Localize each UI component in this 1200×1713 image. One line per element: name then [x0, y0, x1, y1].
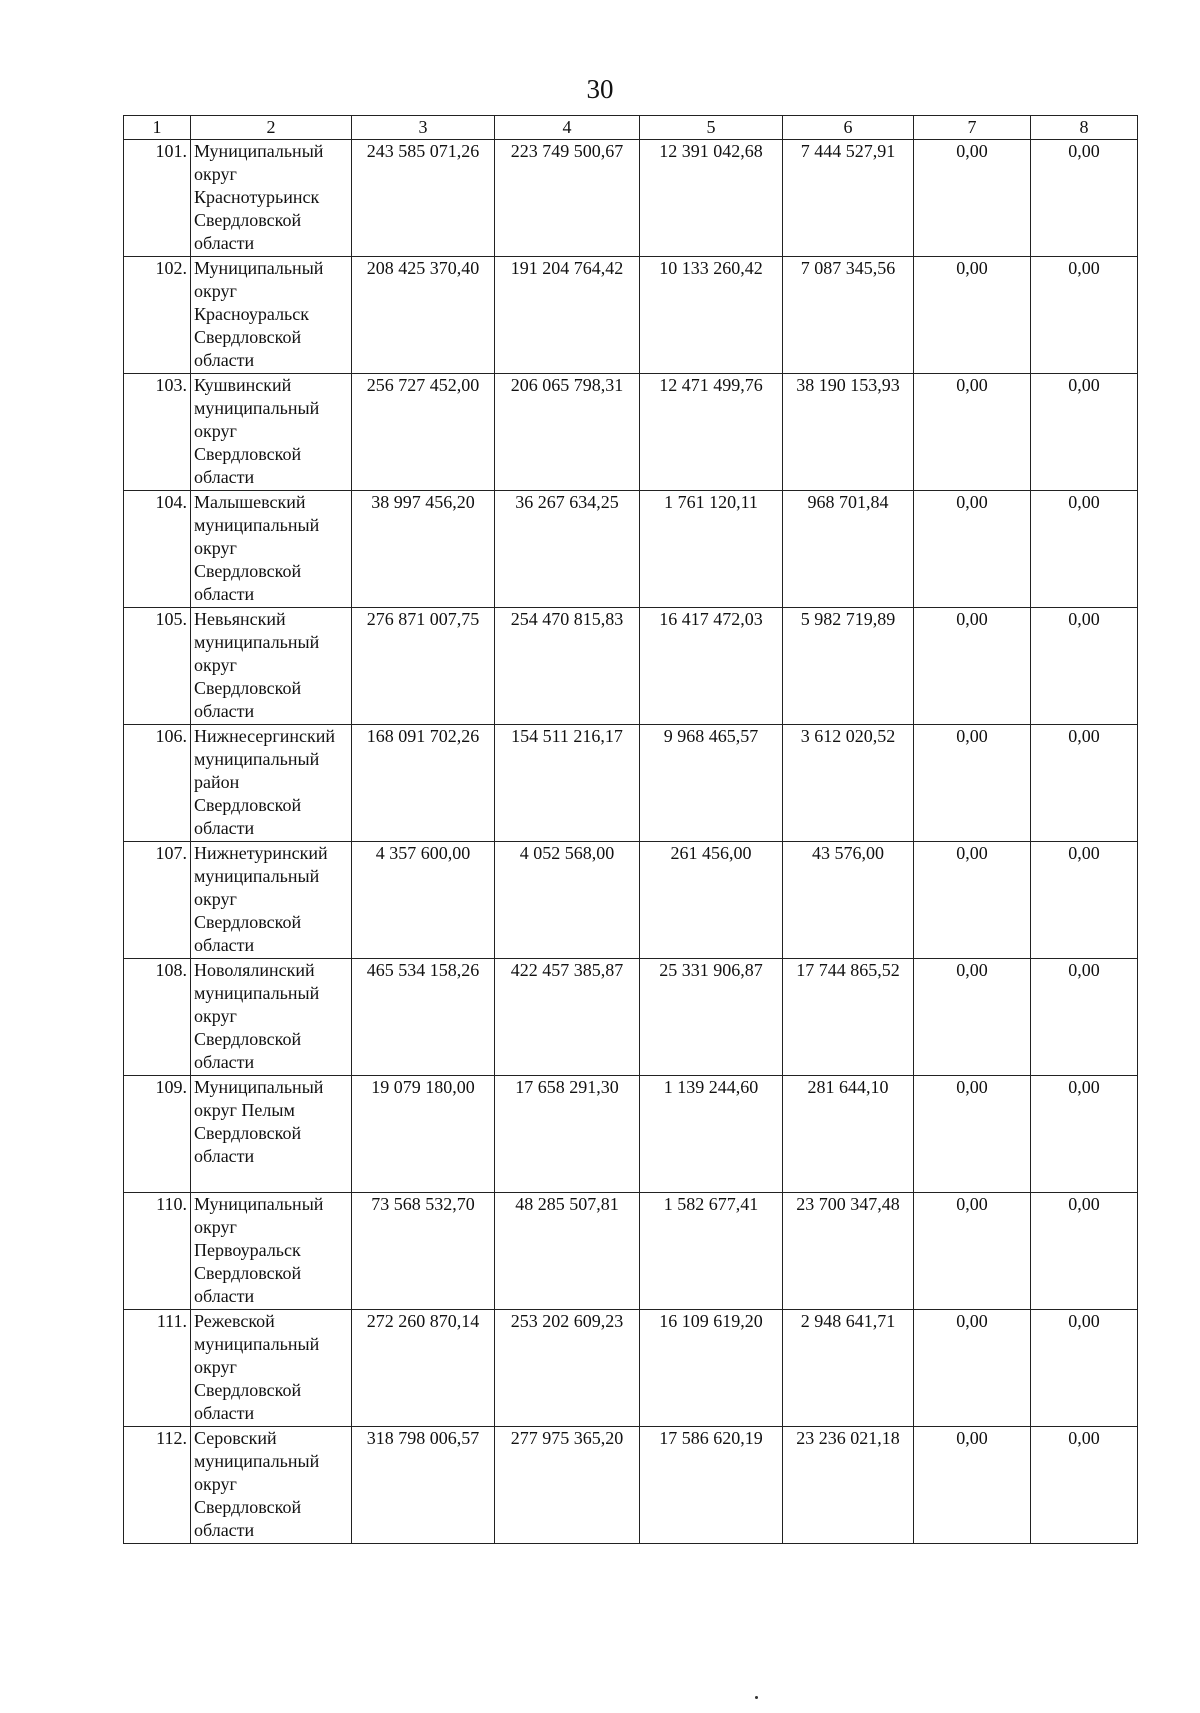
- column-6-cell: 23 700 347,48: [783, 1193, 914, 1310]
- column-8-cell: 0,00: [1031, 140, 1138, 257]
- table-row: [124, 608, 1138, 725]
- row-number-cell: 111.: [124, 1310, 191, 1427]
- row-number-cell: 106.: [124, 725, 191, 842]
- column-3-cell: 38 997 456,20: [352, 491, 495, 608]
- municipality-name-cell: Новолялинский муниципальный округ Свердловской области: [191, 959, 352, 1076]
- column-7-cell: 0,00: [914, 959, 1031, 1076]
- column-5-cell: 1 761 120,11: [640, 491, 783, 608]
- column-6-cell: 7 087 345,56: [783, 257, 914, 374]
- table-body: [124, 116, 1138, 1544]
- column-4-cell: 206 065 798,31: [495, 374, 640, 491]
- row-number-cell: 102.: [124, 257, 191, 374]
- table-row: [124, 1076, 1138, 1193]
- table-row: [124, 491, 1138, 608]
- column-3-cell: 465 534 158,26: [352, 959, 495, 1076]
- municipality-name-cell: Нижнесергинский муниципальный район Свердловской области: [191, 725, 352, 842]
- column-3-cell: 19 079 180,00: [352, 1076, 495, 1193]
- column-3-cell: 318 798 006,57: [352, 1427, 495, 1544]
- column-4-cell: 253 202 609,23: [495, 1310, 640, 1427]
- row-number-cell: 109.: [124, 1076, 191, 1193]
- municipality-name-cell: Режевской муниципальный округ Свердловской области: [191, 1310, 352, 1427]
- column-6-cell: 281 644,10: [783, 1076, 914, 1193]
- column-7-cell: 0,00: [914, 1310, 1031, 1427]
- column-4-cell: 4 052 568,00: [495, 842, 640, 959]
- column-number-header-row: [124, 116, 1138, 140]
- column-5-cell: 25 331 906,87: [640, 959, 783, 1076]
- table-row: [124, 959, 1138, 1076]
- column-3-cell: 243 585 071,26: [352, 140, 495, 257]
- row-number-cell: 107.: [124, 842, 191, 959]
- column-5-cell: 1 139 244,60: [640, 1076, 783, 1193]
- municipality-name-cell: Муниципальный округ Пелым Свердловской области: [191, 1076, 352, 1193]
- column-4-cell: 154 511 216,17: [495, 725, 640, 842]
- table-row: [124, 257, 1138, 374]
- column-5-cell: 16 109 619,20: [640, 1310, 783, 1427]
- column-6-cell: 17 744 865,52: [783, 959, 914, 1076]
- scan-speck: [755, 1696, 758, 1699]
- column-5-cell: 17 586 620,19: [640, 1427, 783, 1544]
- column-7-cell: 0,00: [914, 725, 1031, 842]
- column-3-cell: 208 425 370,40: [352, 257, 495, 374]
- column-header: 7: [914, 116, 1031, 140]
- column-3-cell: 4 357 600,00: [352, 842, 495, 959]
- row-number-cell: 101.: [124, 140, 191, 257]
- municipality-name-cell: Муниципальный округ Краснотурьинск Свердловской области: [191, 140, 352, 257]
- column-7-cell: 0,00: [914, 1076, 1031, 1193]
- municipality-name-cell: Муниципальный округ Первоуральск Свердловской области: [191, 1193, 352, 1310]
- column-8-cell: 0,00: [1031, 1427, 1138, 1544]
- row-number-cell: 112.: [124, 1427, 191, 1544]
- municipality-name-cell: Муниципальный округ Красноуральск Свердловской области: [191, 257, 352, 374]
- column-7-cell: 0,00: [914, 842, 1031, 959]
- column-7-cell: 0,00: [914, 1427, 1031, 1544]
- column-8-cell: 0,00: [1031, 959, 1138, 1076]
- budget-table: [123, 115, 1138, 1544]
- municipality-name-cell: Серовский муниципальный округ Свердловской области: [191, 1427, 352, 1544]
- column-8-cell: 0,00: [1031, 842, 1138, 959]
- row-number-cell: 105.: [124, 608, 191, 725]
- column-4-cell: 17 658 291,30: [495, 1076, 640, 1193]
- column-header: 2: [191, 116, 352, 140]
- column-8-cell: 0,00: [1031, 257, 1138, 374]
- column-7-cell: 0,00: [914, 491, 1031, 608]
- column-3-cell: 73 568 532,70: [352, 1193, 495, 1310]
- column-6-cell: 23 236 021,18: [783, 1427, 914, 1544]
- column-6-cell: 2 948 641,71: [783, 1310, 914, 1427]
- table-row: [124, 1427, 1138, 1544]
- column-header: 8: [1031, 116, 1138, 140]
- column-7-cell: 0,00: [914, 608, 1031, 725]
- column-5-cell: 1 582 677,41: [640, 1193, 783, 1310]
- table-row: [124, 374, 1138, 491]
- row-number-cell: 110.: [124, 1193, 191, 1310]
- column-8-cell: 0,00: [1031, 608, 1138, 725]
- column-6-cell: 38 190 153,93: [783, 374, 914, 491]
- column-6-cell: 5 982 719,89: [783, 608, 914, 725]
- column-3-cell: 272 260 870,14: [352, 1310, 495, 1427]
- table-row: [124, 140, 1138, 257]
- column-7-cell: 0,00: [914, 1193, 1031, 1310]
- column-7-cell: 0,00: [914, 257, 1031, 374]
- column-4-cell: 277 975 365,20: [495, 1427, 640, 1544]
- column-3-cell: 256 727 452,00: [352, 374, 495, 491]
- column-4-cell: 223 749 500,67: [495, 140, 640, 257]
- municipality-name-cell: Кушвинский муниципальный округ Свердловской области: [191, 374, 352, 491]
- column-8-cell: 0,00: [1031, 1193, 1138, 1310]
- column-5-cell: 261 456,00: [640, 842, 783, 959]
- column-4-cell: 254 470 815,83: [495, 608, 640, 725]
- column-header: 1: [124, 116, 191, 140]
- table-row: [124, 1310, 1138, 1427]
- column-header: 5: [640, 116, 783, 140]
- column-4-cell: 36 267 634,25: [495, 491, 640, 608]
- column-header: 6: [783, 116, 914, 140]
- table-row: [124, 725, 1138, 842]
- page-number: 30: [586, 74, 614, 104]
- column-8-cell: 0,00: [1031, 1076, 1138, 1193]
- municipality-name-cell: Нижнетуринский муниципальный округ Свердловской области: [191, 842, 352, 959]
- column-8-cell: 0,00: [1031, 725, 1138, 842]
- row-number-cell: 108.: [124, 959, 191, 1076]
- column-6-cell: 3 612 020,52: [783, 725, 914, 842]
- municipality-name-cell: Невьянский муниципальный округ Свердловской области: [191, 608, 352, 725]
- column-7-cell: 0,00: [914, 140, 1031, 257]
- row-number-cell: 104.: [124, 491, 191, 608]
- column-header: 3: [352, 116, 495, 140]
- table-row: [124, 842, 1138, 959]
- table-row: [124, 1193, 1138, 1310]
- column-6-cell: 968 701,84: [783, 491, 914, 608]
- column-header: 4: [495, 116, 640, 140]
- column-4-cell: 48 285 507,81: [495, 1193, 640, 1310]
- row-number-cell: 103.: [124, 374, 191, 491]
- column-3-cell: 168 091 702,26: [352, 725, 495, 842]
- column-4-cell: 191 204 764,42: [495, 257, 640, 374]
- column-5-cell: 12 471 499,76: [640, 374, 783, 491]
- municipality-name-cell: Малышевский муниципальный округ Свердловской области: [191, 491, 352, 608]
- column-7-cell: 0,00: [914, 374, 1031, 491]
- column-5-cell: 16 417 472,03: [640, 608, 783, 725]
- column-5-cell: 9 968 465,57: [640, 725, 783, 842]
- column-5-cell: 12 391 042,68: [640, 140, 783, 257]
- column-4-cell: 422 457 385,87: [495, 959, 640, 1076]
- column-8-cell: 0,00: [1031, 491, 1138, 608]
- column-6-cell: 43 576,00: [783, 842, 914, 959]
- column-8-cell: 0,00: [1031, 374, 1138, 491]
- column-5-cell: 10 133 260,42: [640, 257, 783, 374]
- column-8-cell: 0,00: [1031, 1310, 1138, 1427]
- column-6-cell: 7 444 527,91: [783, 140, 914, 257]
- column-3-cell: 276 871 007,75: [352, 608, 495, 725]
